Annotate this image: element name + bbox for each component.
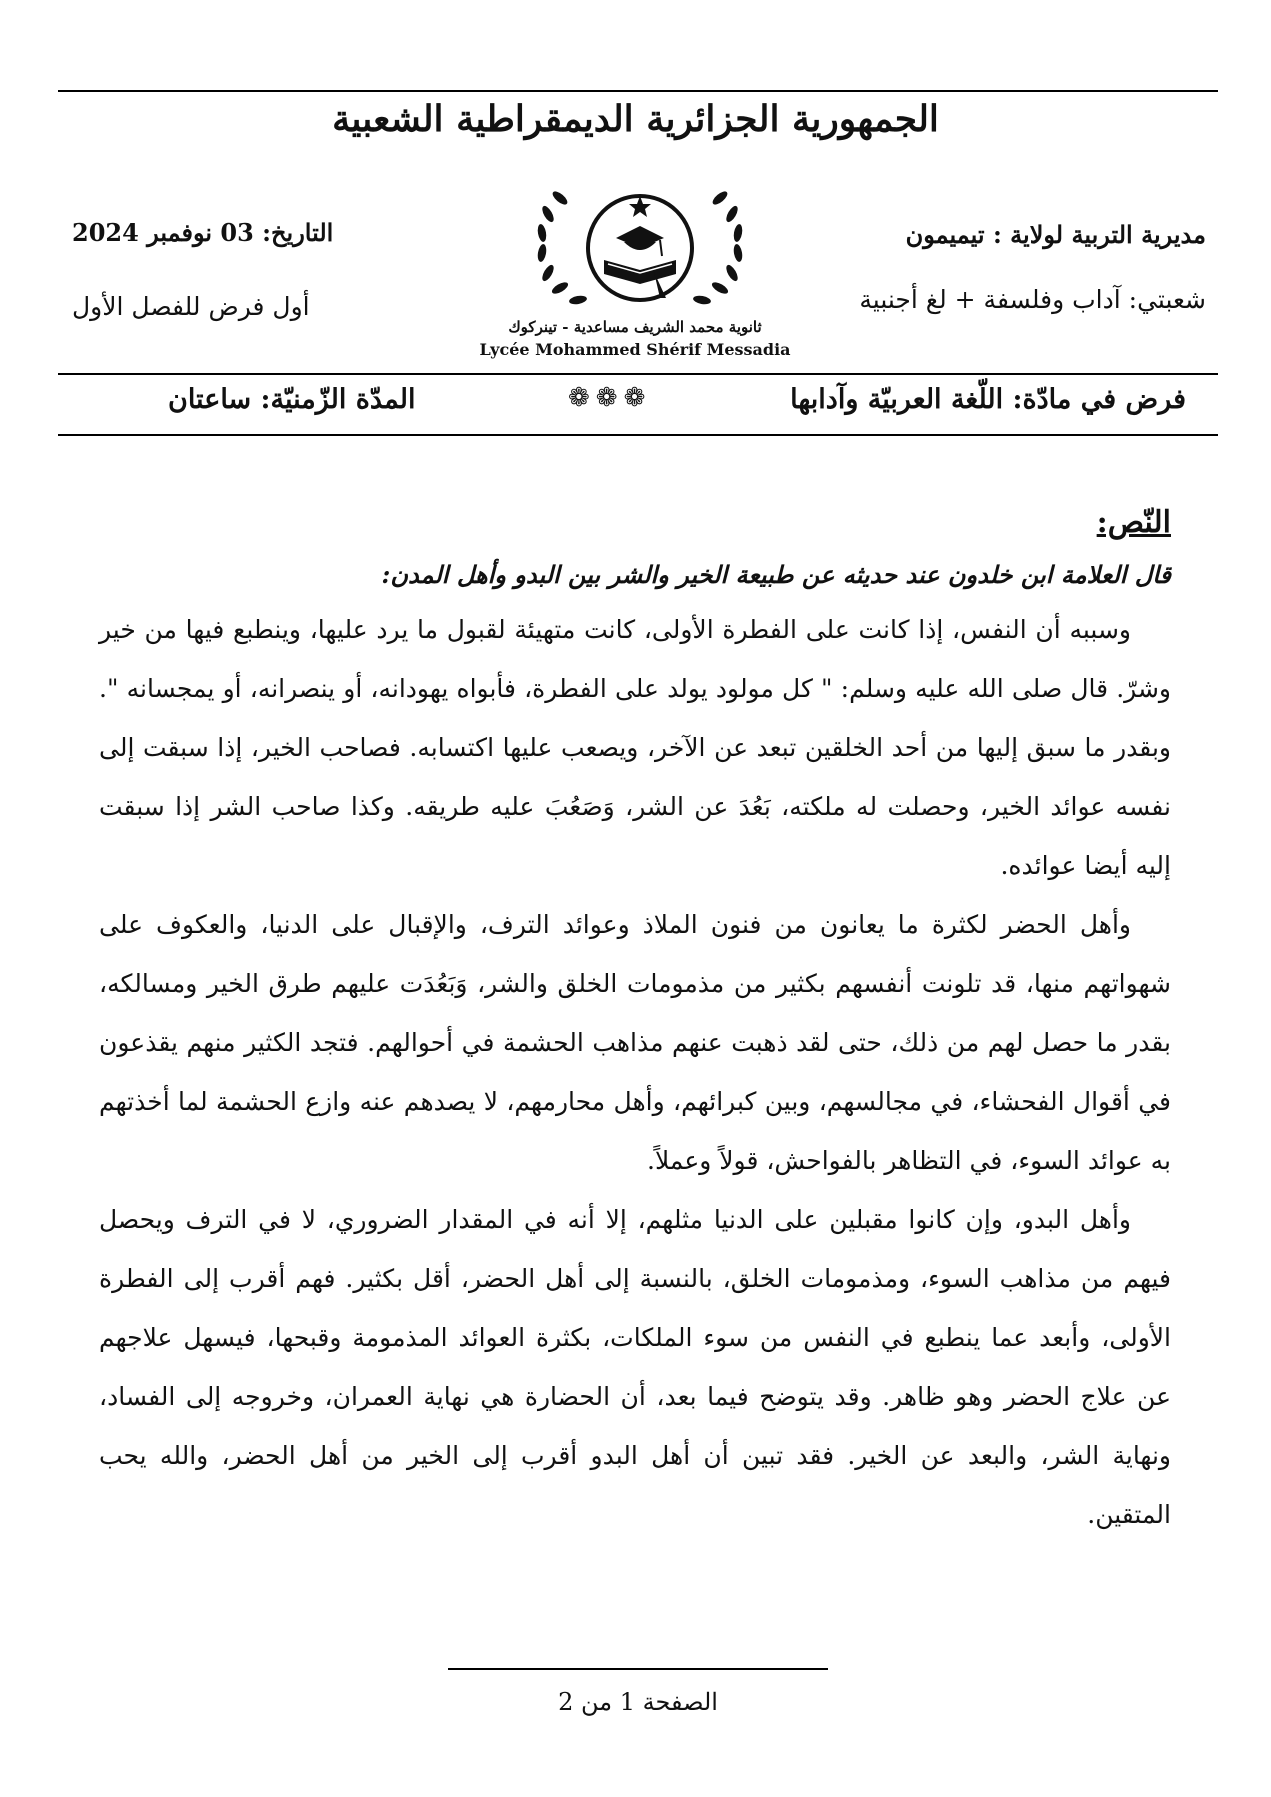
subject-bar-bottom-rule [58, 434, 1218, 436]
school-name-french: Lycée Mohammed Shérif Messadia [479, 340, 791, 359]
date-label: التاريخ: 03 نوفمبر 2024 [72, 218, 334, 247]
school-name-arabic: ثانوية محمد الشريف مساعدية - تينركوك [508, 318, 762, 336]
text-introduction: قال العلامة ابن خلدون عند حديثه عن طبيعة الخير والشر بين البدو وأهل المدن: [381, 560, 1171, 589]
paragraph: وأهل البدو، وإن كانوا مقبلين على الدنيا مثلهم، إلا أنه في المقدار الضروري، لا في الترف ويحصل فيهم من مذاهب السوء، ومذمومات الخلق، بالنسبة إلى أهل الحضر، أقل بكثير. فهم أقرب إلى الفطرة الأولى، وأبعد عما ينطبع في النفس من سوء الملكات، بكثرة العوائد المذمومة وقبحها، فيسهل علاجهم عن علاج الحضر وهو ظاهر. وقد يتوضح فيما بعد، أن الحضارة هي نهاية العمران، وخروجه إلى الفساد، ونهاية الشر، والبعد عن الخير. فقد تبين أن أهل البدو أقرب إلى الخير من أهل الحضر، والله يحب المتقين. [99, 1205, 1171, 1529]
top-rule [58, 90, 1218, 92]
footer-rule [448, 1668, 828, 1670]
paragraph: وسببه أن النفس، إذا كانت على الفطرة الأولى، كانت متهيئة لقبول ما يرد عليها، وينطبع فيها من خير وشرّ. قال صلى الله عليه وسلم: " كل مولود يولد على الفطرة، فأبواه يهودانه، أو ينصرانه، أو يمجسانه ". وبقدر ما سبق إليها من أحد الخلقين تبعد عن الآخر، ويصعب عليها اكتسابه. فصاحب الخير، إذا سبقت إلى نفسه عوائد الخير، وحصلت له ملكته، بَعُدَ عن الشر، وَصَعُبَ عليه طريقه. وكذا صاحب الشر إذا سبقت إليه أيضا عوائده. [99, 615, 1171, 880]
directorate-label: مديرية التربية لولاية : تيميمون [905, 220, 1206, 249]
page-number: الصفحة 1 من 2 [558, 1688, 718, 1716]
text-section-title: النّص: [1096, 505, 1171, 540]
paragraph: وأهل الحضر لكثرة ما يعانون من فنون الملاذ وعوائد الترف، والإقبال على الدنيا، والعكوف على شهواتهم منها، قد تلونت أنفسهم بكثير من مذمومات الخلق والشر، وَبَعُدَت عليهم طرق الخير ومسالكه، بقدر ما حصل لهم من ذلك، حتى لقد ذهبت عنهم مذاهب الحشمة في أحوالهم. فتجد الكثير منهم يقذعون في أقوال الفحشاء، في مجالسهم، وبين كبرائهم، وأهل محارمهم، لا يصدهم عنه وازع الحشمة لما أخذتهم به عوائد السوء، في التظاهر بالفواحش، قولاً وعملاً. [99, 910, 1171, 1175]
republic-title: الجمهورية الجزائرية الديمقراطية الشعبية [332, 98, 939, 140]
laurel-emblem-icon [520, 178, 760, 318]
subject-label: فرض في مادّة: اللّغة العربيّة وآدابها [790, 384, 1186, 415]
text-body [99, 600, 1171, 1544]
subject-bar-top-rule [58, 373, 1218, 375]
stream-label: شعبتي: آداب وفلسفة + لغ أجنبية [859, 285, 1206, 314]
exam-label: أول فرض للفصل الأول [72, 292, 310, 321]
flower-ornament-icon: ❁❁❁ [568, 383, 652, 413]
duration-label: المدّة الزّمنيّة: ساعتان [168, 384, 416, 415]
